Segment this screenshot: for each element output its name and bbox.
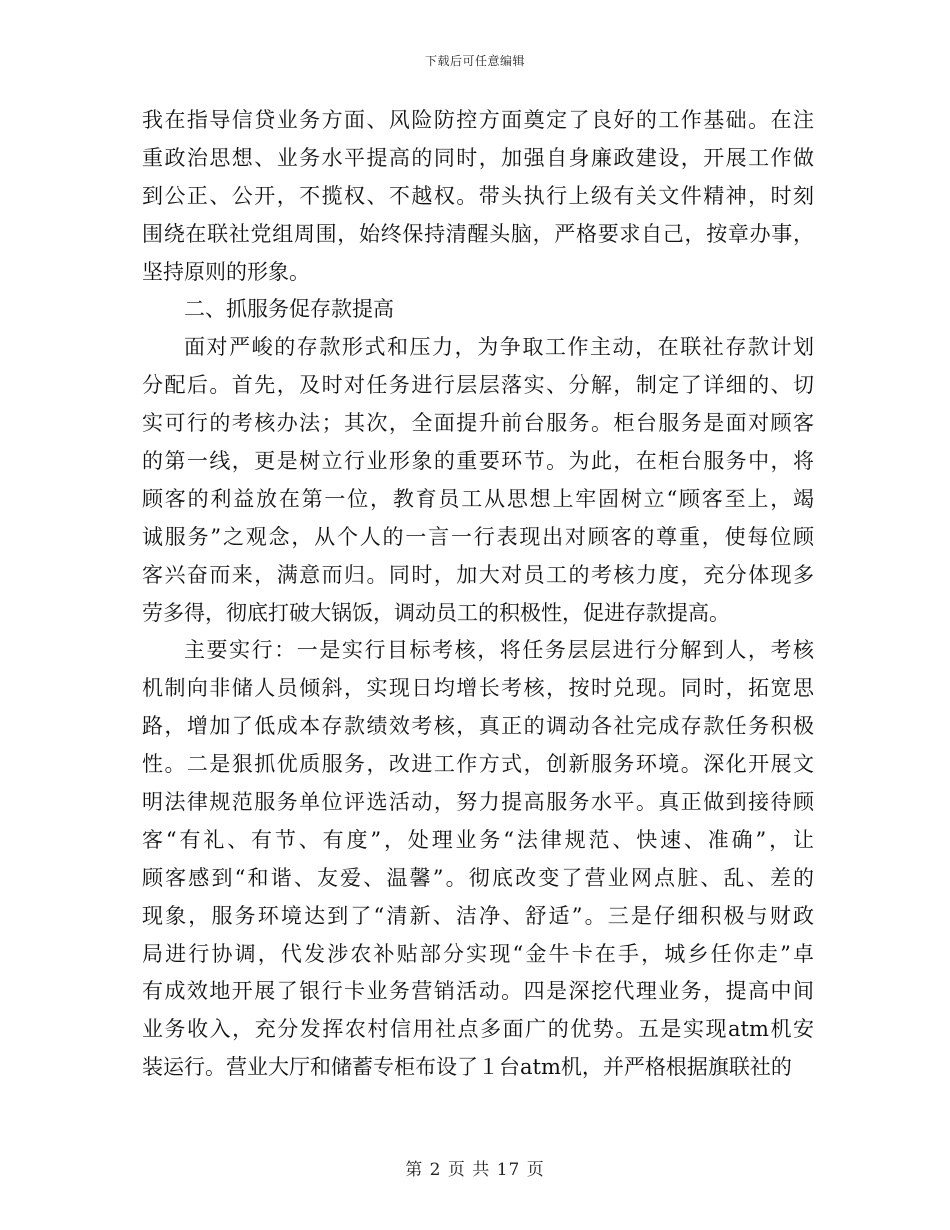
text-line: 的第一线，更是树立行业形象的重要环节。为此，在柜台服务中，将 — [142, 449, 814, 474]
text-line: 主要实行：一是实行目标考核，将任务层层进行分解到人，考核 — [184, 638, 814, 663]
text-line: 路，增加了低成本存款绩效考核，真正的调动各社完成存款任务积极 — [142, 714, 814, 739]
text-line: 到公正、公开，不揽权、不越权。带头执行上级有关文件精神，时刻 — [142, 183, 814, 208]
text-line: 分配后。首先，及时对任务进行层层落实、分解，制定了详细的、切 — [142, 373, 814, 398]
text-line: 装运行。营业大厅和储蓄专柜布设了１台atm机，并严格根据旗联社的 — [142, 1055, 792, 1080]
text-line: 坚持原则的形象。 — [142, 259, 310, 284]
section-heading: 二、抓服务促存款提高 — [184, 297, 394, 322]
text-line: 局进行协调，代发涉农补贴部分实现“金牛卡在手，城乡任你走”卓 — [142, 941, 814, 966]
text-line: 诚服务”之观念，从个人的一言一行表现出对顾客的尊重，使每位顾 — [142, 524, 814, 549]
text-line: 实可行的考核办法；其次，全面提升前台服务。柜台服务是面对顾客 — [142, 411, 814, 436]
page-number-footer: 第 2 页 共 17 页 — [405, 1160, 545, 1180]
text-line: 顾客的利益放在第一位，教育员工从思想上牢固树立“顾客至上，竭 — [142, 486, 814, 511]
text-line: 性。二是狠抓优质服务，改进工作方式，创新服务环境。深化开展文 — [142, 752, 814, 777]
text-line: 劳多得，彻底打破大锅饭，调动员工的积极性，促进存款提高。 — [142, 600, 730, 625]
text-line: 客“有礼、有节、有度”，处理业务“法律规范、快速、准确”，让 — [142, 827, 814, 852]
text-line: 业务收入，充分发挥农村信用社点多面广的优势。五是实现atm机安 — [142, 1017, 814, 1042]
text-line: 客兴奋而来，满意而归。同时，加大对员工的考核力度，充分体现多 — [142, 562, 814, 587]
text-line: 明法律规范服务单位评选活动，努力提高服务水平。真正做到接待顾 — [142, 790, 814, 815]
text-line: 现象，服务环境达到了“清新、洁净、舒适”。三是仔细积极与财政 — [142, 903, 814, 928]
text-line: 围绕在联社党组周围，始终保持清醒头脑，严格要求自己，按章办事， — [142, 221, 814, 246]
text-line: 我在指导信贷业务方面、风险防控方面奠定了良好的工作基础。在注 — [142, 108, 814, 132]
page-header: 下载后可任意编辑 — [424, 54, 525, 68]
text-line: 重政治思想、业务水平提高的同时，加强自身廉政建设，开展工作做 — [142, 145, 814, 170]
text-line: 面对严峻的存款形式和压力，为争取工作主动，在联社存款计划 — [184, 335, 814, 360]
text-line: 有成效地开展了银行卡业务营销活动。四是深挖代理业务，提高中间 — [142, 979, 814, 1004]
text-line: 顾客感到“和谐、友爱、温馨”。彻底改变了营业网点脏、乱、差的 — [142, 865, 814, 890]
document-body — [142, 102, 814, 1087]
text-line: 机制向非储人员倾斜，实现日均增长考核，按时兑现。同时，拓宽思 — [142, 676, 814, 701]
